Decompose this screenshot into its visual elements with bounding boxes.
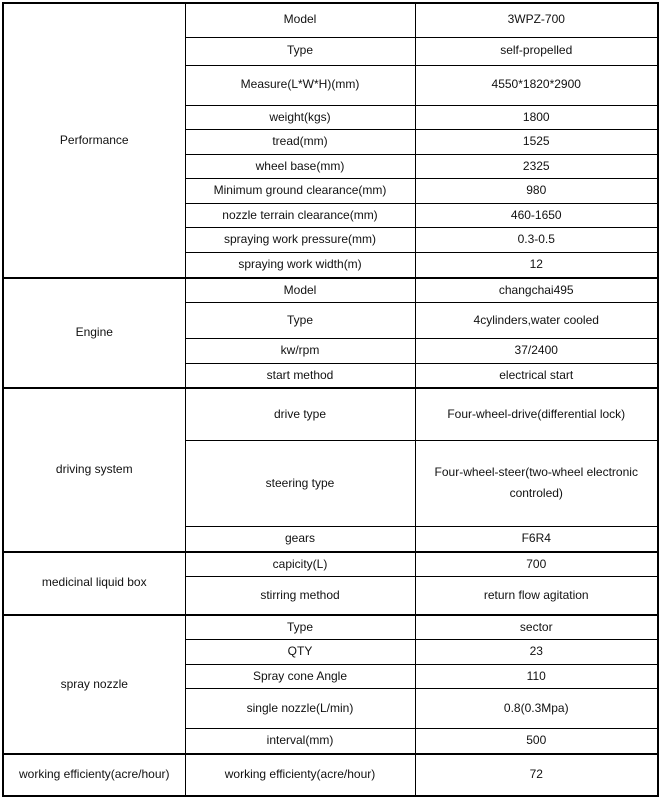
spec-label-cell: Type: [185, 37, 415, 65]
spec-label-cell: wheel base(mm): [185, 154, 415, 179]
spec-label-cell: stirring method: [185, 577, 415, 615]
table-row: [3, 388, 658, 440]
spec-value-cell: Four-wheel-steer(two-wheel electronic controled): [415, 440, 658, 526]
spec-value-cell: 500: [415, 729, 658, 754]
section-working-efficienty-acre-hour: [3, 754, 658, 796]
spec-label-cell: spraying work width(m): [185, 253, 415, 278]
spec-label-cell: Minimum ground clearance(mm): [185, 179, 415, 204]
spec-label-cell: drive type: [185, 388, 415, 440]
category-cell-driving-system: driving system: [3, 388, 185, 551]
spec-value-cell: 2325: [415, 154, 658, 179]
table-row: [3, 552, 658, 577]
spec-value-cell: 37/2400: [415, 339, 658, 364]
spec-value-cell: 4550*1820*2900: [415, 65, 658, 105]
spec-value-cell: 110: [415, 664, 658, 689]
spec-label-cell: Type: [185, 303, 415, 339]
spec-value-cell: 4cylinders,water cooled: [415, 303, 658, 339]
table-row: [3, 278, 658, 303]
spec-label-cell: interval(mm): [185, 729, 415, 754]
section-driving-system: [3, 388, 658, 551]
spec-value-cell: 1525: [415, 130, 658, 155]
spec-label-cell: nozzle terrain clearance(mm): [185, 203, 415, 228]
spec-label-cell: QTY: [185, 640, 415, 665]
spec-value-cell: changchai495: [415, 278, 658, 303]
section-performance: [3, 3, 658, 278]
section-engine: [3, 278, 658, 389]
spec-value-cell: F6R4: [415, 526, 658, 551]
spec-label-cell: Model: [185, 278, 415, 303]
spec-label-cell: Model: [185, 3, 415, 37]
spec-value-cell: sector: [415, 615, 658, 640]
category-cell-working-efficienty-acre-hour: working efficienty(acre/hour): [3, 754, 185, 796]
spec-label-cell: steering type: [185, 440, 415, 526]
table-row: [3, 615, 658, 640]
spec-value-cell: 3WPZ-700: [415, 3, 658, 37]
spec-value-cell: self-propelled: [415, 37, 658, 65]
spec-label-cell: Measure(L*W*H)(mm): [185, 65, 415, 105]
spec-label-cell: tread(mm): [185, 130, 415, 155]
table-row: [3, 3, 658, 37]
spec-label-cell: working efficienty(acre/hour): [185, 754, 415, 796]
spec-label-cell: Type: [185, 615, 415, 640]
spec-label-cell: gears: [185, 526, 415, 551]
spec-value-cell: 12: [415, 253, 658, 278]
spec-value-cell: 72: [415, 754, 658, 796]
spec-value-cell: 1800: [415, 105, 658, 130]
spec-value-cell: 23: [415, 640, 658, 665]
spec-value-cell: 0.3-0.5: [415, 228, 658, 253]
spec-label-cell: start method: [185, 363, 415, 388]
spec-value-cell: 460-1650: [415, 203, 658, 228]
section-medicinal-liquid-box: [3, 552, 658, 615]
category-cell-engine: Engine: [3, 278, 185, 389]
category-cell-performance: Performance: [3, 3, 185, 278]
spec-value-cell: return flow agitation: [415, 577, 658, 615]
spec-label-cell: spraying work pressure(mm): [185, 228, 415, 253]
spec-label-cell: kw/rpm: [185, 339, 415, 364]
spec-table: [2, 2, 659, 797]
spec-value-cell: 700: [415, 552, 658, 577]
spec-label-cell: weight(kgs): [185, 105, 415, 130]
spec-label-cell: Spray cone Angle: [185, 664, 415, 689]
spec-label-cell: single nozzle(L/min): [185, 689, 415, 729]
section-spray-nozzle: [3, 615, 658, 754]
table-row: [3, 754, 658, 796]
spec-value-cell: 980: [415, 179, 658, 204]
spec-value-cell: Four-wheel-drive(differential lock): [415, 388, 658, 440]
spec-value-cell: electrical start: [415, 363, 658, 388]
category-cell-medicinal-liquid-box: medicinal liquid box: [3, 552, 185, 615]
spec-label-cell: capicity(L): [185, 552, 415, 577]
spec-value-cell: 0.8(0.3Mpa): [415, 689, 658, 729]
category-cell-spray-nozzle: spray nozzle: [3, 615, 185, 754]
